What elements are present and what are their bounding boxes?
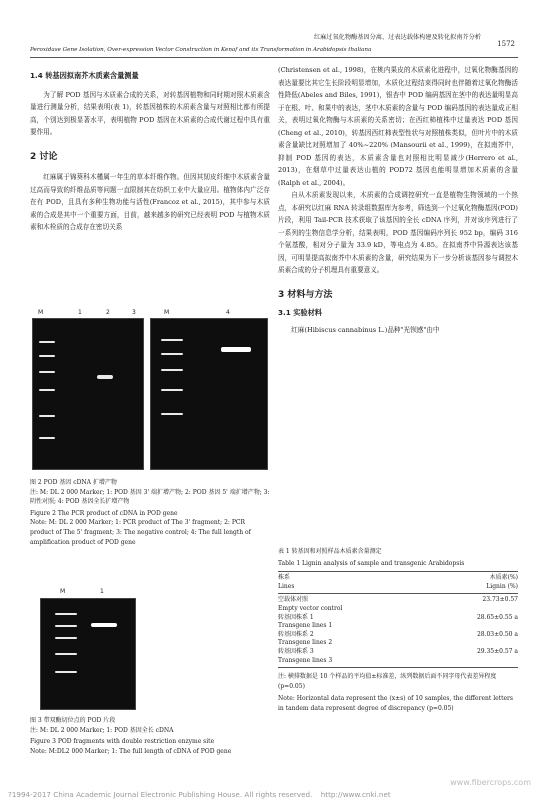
table-col-lines-cn: 株系: [278, 574, 291, 582]
fig3-gel: [40, 598, 136, 710]
section-3-heading: 3 材料与方法: [278, 289, 333, 300]
marker-band: [39, 371, 55, 373]
lane-label: M: [164, 309, 170, 316]
marker-band: [39, 389, 55, 391]
table-col-lignin-en: Lignin (%): [486, 582, 518, 590]
table-row-label-en: Transgene lines 2: [278, 639, 333, 647]
lane-label: M: [60, 588, 66, 595]
lane-label: 1: [100, 588, 104, 595]
marker-band: [55, 671, 77, 673]
lane-label: 2: [106, 309, 110, 316]
marker-band: [55, 653, 77, 655]
table-row-label-en: Transgene lines 1: [278, 622, 333, 630]
table-note-cn: 注: 横排数据是 10 个样品的平均值±标准差，纵列数据后面不同字母代表差异程度(p=0.05): [278, 673, 497, 691]
marker-band: [55, 625, 77, 627]
table-cell-lignin: 23.73±0.57: [482, 596, 518, 604]
running-title-cn: 红麻过氧化物酶基因分离、过表达载体构建及转化拟南芥分析: [313, 34, 481, 41]
table-cell-line: 转基因株系 3: [278, 647, 314, 655]
table-row: [278, 631, 518, 640]
fig2-gel-right: [150, 318, 268, 470]
table-caption-en: Table 1 Lignin analysis of sample and transgenic Arabidopsis: [278, 559, 465, 567]
marker-band: [39, 355, 55, 357]
section-3-1-text: 红麻(Hibiscus cannabinus L.)品种"光钡感"由中: [291, 325, 440, 334]
right-column: [278, 64, 518, 336]
pcr-band: [97, 375, 113, 379]
lane-label: 1: [78, 309, 82, 316]
lane-label: 4: [226, 309, 230, 316]
marker-band: [39, 437, 55, 439]
marker-band: [161, 353, 183, 355]
marker-band: [161, 413, 183, 415]
header-rule: [30, 57, 518, 58]
section-3-1-heading: 3.1 实验材料: [278, 308, 322, 317]
right-para-2: 自从木质素发现以来，木质素的合成调控研究一直是植物生物领域的一个热点，本研究以红麻 RNA 转录组数据库为参考，筛选到一个过氧化物酶基因(POD)片段，利用 Tail-PCR 技术获取了该基因的全长 cDNA 序列，并对该序列进行了一系列的生物信息学分析，结果表明，POD 基因编码序列长 952 bp，编码 316 个氨基酸，相对分子量为 33.9 kD，等电点为 4.85。在拟南芥中异源表达该基因，可明显提高拟南芥中木质素的含量，研究结果为下一步分析该基因参与调控木质素合成的分子机理具有重要意义。: [278, 191, 518, 274]
table-cell-line: 空载体对照: [278, 596, 309, 604]
section-1-4-heading: 1.4 转基因拟南芥木质素含量测量: [30, 71, 139, 80]
section-2-heading: 2 讨论: [30, 151, 58, 162]
fig3-caption-block: [30, 716, 270, 756]
fig2-caption-en: Figure 2 The PCR product of cDNA in POD gene: [30, 509, 178, 517]
fig2-caption-block: [30, 478, 270, 547]
table-cell-lignin: 29.35±0.57 a: [476, 647, 518, 655]
table-row-label-en: Transgene lines 3: [278, 656, 333, 664]
page-number: 1572: [497, 40, 515, 48]
marker-band: [161, 369, 183, 371]
table-cell-line: 转基因株系 1: [278, 613, 314, 621]
fig3-caption-en: Figure 3 POD fragments with double restriction enzyme site: [30, 738, 215, 746]
marker-band: [55, 613, 77, 615]
table-1: [278, 548, 518, 714]
fig3-caption-cn: 图 3 带双酶切位点的 POD 片段: [30, 717, 116, 724]
pcr-band: [221, 347, 251, 352]
table-cell-line: 转基因株系 2: [278, 630, 314, 638]
marker-band: [161, 339, 183, 341]
table-body: [278, 596, 518, 665]
section-1-4-text: 为了解 POD 基因与木质素合成的关系，对转基因植物和同时期对照木质素含量进行测量分析，结果表明(表 1)，转基因植株的木质素含量与对照相比都有所提高，个别达到极显著水平，表明植物 POD 基因在木质素的合成代谢过程中具有重要作用。: [30, 90, 270, 136]
running-title-en: Peroxidase Gene Isolation, Over-expression Vector Construction in Kenaf and its Transformation in Arabidopsis thaliana: [30, 47, 372, 53]
table-caption-cn: 表 1 转基因和对照样品木质素含量测定: [278, 548, 382, 555]
fig2-gel-left: [32, 318, 144, 470]
table-col-lines-en: Lines: [278, 582, 295, 590]
table-mid-rule: [278, 593, 518, 594]
fig2-note-en: Note: M: DL 2 000 Marker; 1: PCR product of The 3' fragment; 2: PCR product of The 5' fragment; 3: The negative control; 4: The full length of amplification product of POD gene: [30, 519, 251, 546]
table-col-lignin-cn: 木质素(%): [489, 574, 518, 582]
table-header-row-en: [278, 583, 518, 592]
table-bottom-rule: [278, 667, 518, 668]
fig2-note-cn: 注: M: DL 2 000 Marker; 1: POD 基因 3' 端扩增产物; 2: POD 基因 5' 端扩增产物; 3: 阴性对照; 4: POD 基因全长扩增产物: [30, 488, 270, 506]
section-2-text: 红麻属于锦葵科木槿属一年生的草本纤维作物。但因其韧皮纤维中木质素含量过高而导致的纤维品质等问题一直限制其在纺织工业中大量应用。植物体内广泛存在有 POD，且具有多种生物功能与活性(Francoz et al., 2015)，其中参与木质素的合成是其中一个重要方面，目前，越来越多的研究已经表明 POD 与植物木质素和木栓质的合成存在密切关系: [30, 173, 270, 231]
fig3-note-en: Note: M:DL2 000 Marker; 1: The full length of cDNA of POD gene: [30, 747, 232, 755]
table-row: [278, 596, 518, 605]
cnki-link[interactable]: http://www.cnki.net: [320, 790, 391, 799]
marker-band: [39, 415, 55, 417]
table-header-row: [278, 574, 518, 583]
lane-label: 3: [132, 309, 136, 316]
table-note-en: Note: Horizontal data represent the (x±s) of 10 samples, the different letters in tandem data represent degree of discrepancy (p=0.05): [278, 695, 513, 713]
fig3-note-cn: 注: M: DL 2 000 Marker; 1: POD 基因全长 cDNA: [30, 726, 174, 734]
table-cell-lignin: 28.03±0.50 a: [476, 630, 518, 638]
marker-band: [161, 389, 183, 391]
table-row: [278, 614, 518, 623]
marker-band: [39, 341, 55, 343]
lane-label: M: [38, 309, 44, 316]
table-top-rule: [278, 571, 518, 572]
left-column: [30, 62, 270, 234]
copyright-footer: [8, 790, 391, 799]
pcr-band: [91, 623, 117, 627]
right-para-1: (Christensen et al., 1998)，在桃内果皮的木质素化进程中，过氧化物酶基因的表达量要比其它生长阶段明显增加，木质化过程结束得同时也伴随着过氧化物酶活性降低(Abeles and Biles, 1991)，银杏中 POD 编码基因在茎中的表达量明显高于在根、叶、和果中的表达，茎中木质素的含量与 POD 编码基因的表达量成正相关，表明过氧化物酶与木质素的关系密切；在西红柿植株中过量表达 POD 基因(Cheng et al., 2010)，转基因西红柿表型性状与对照植株类似，但叶片中的木质素含量缺比对照增加了 40%~220% (Mansourii et al., 1999)，在拟南芥中，抑制 POD 基因的表达，木质素含量也对照相比明显减少(Herrero et al., 2013)，在烟草中过量表达山植的 POD72 基因也能明显增加木质素的含量(Ralph et al., 2004)。: [278, 66, 518, 187]
watermark: www.fibercrops.com: [450, 778, 531, 787]
fig2-caption-cn: 图 2 POD 基因 cDNA 扩增产物: [30, 479, 117, 486]
table-row: [278, 648, 518, 657]
table-cell-lignin: 28.65±0.55 a: [476, 613, 518, 621]
copyright-text: ?1994-2017 China Academic Journal Electronic Publishing House. All rights reserved.: [8, 790, 313, 799]
marker-band: [55, 637, 77, 639]
table-row-label-en: Empty vector control: [278, 604, 343, 612]
